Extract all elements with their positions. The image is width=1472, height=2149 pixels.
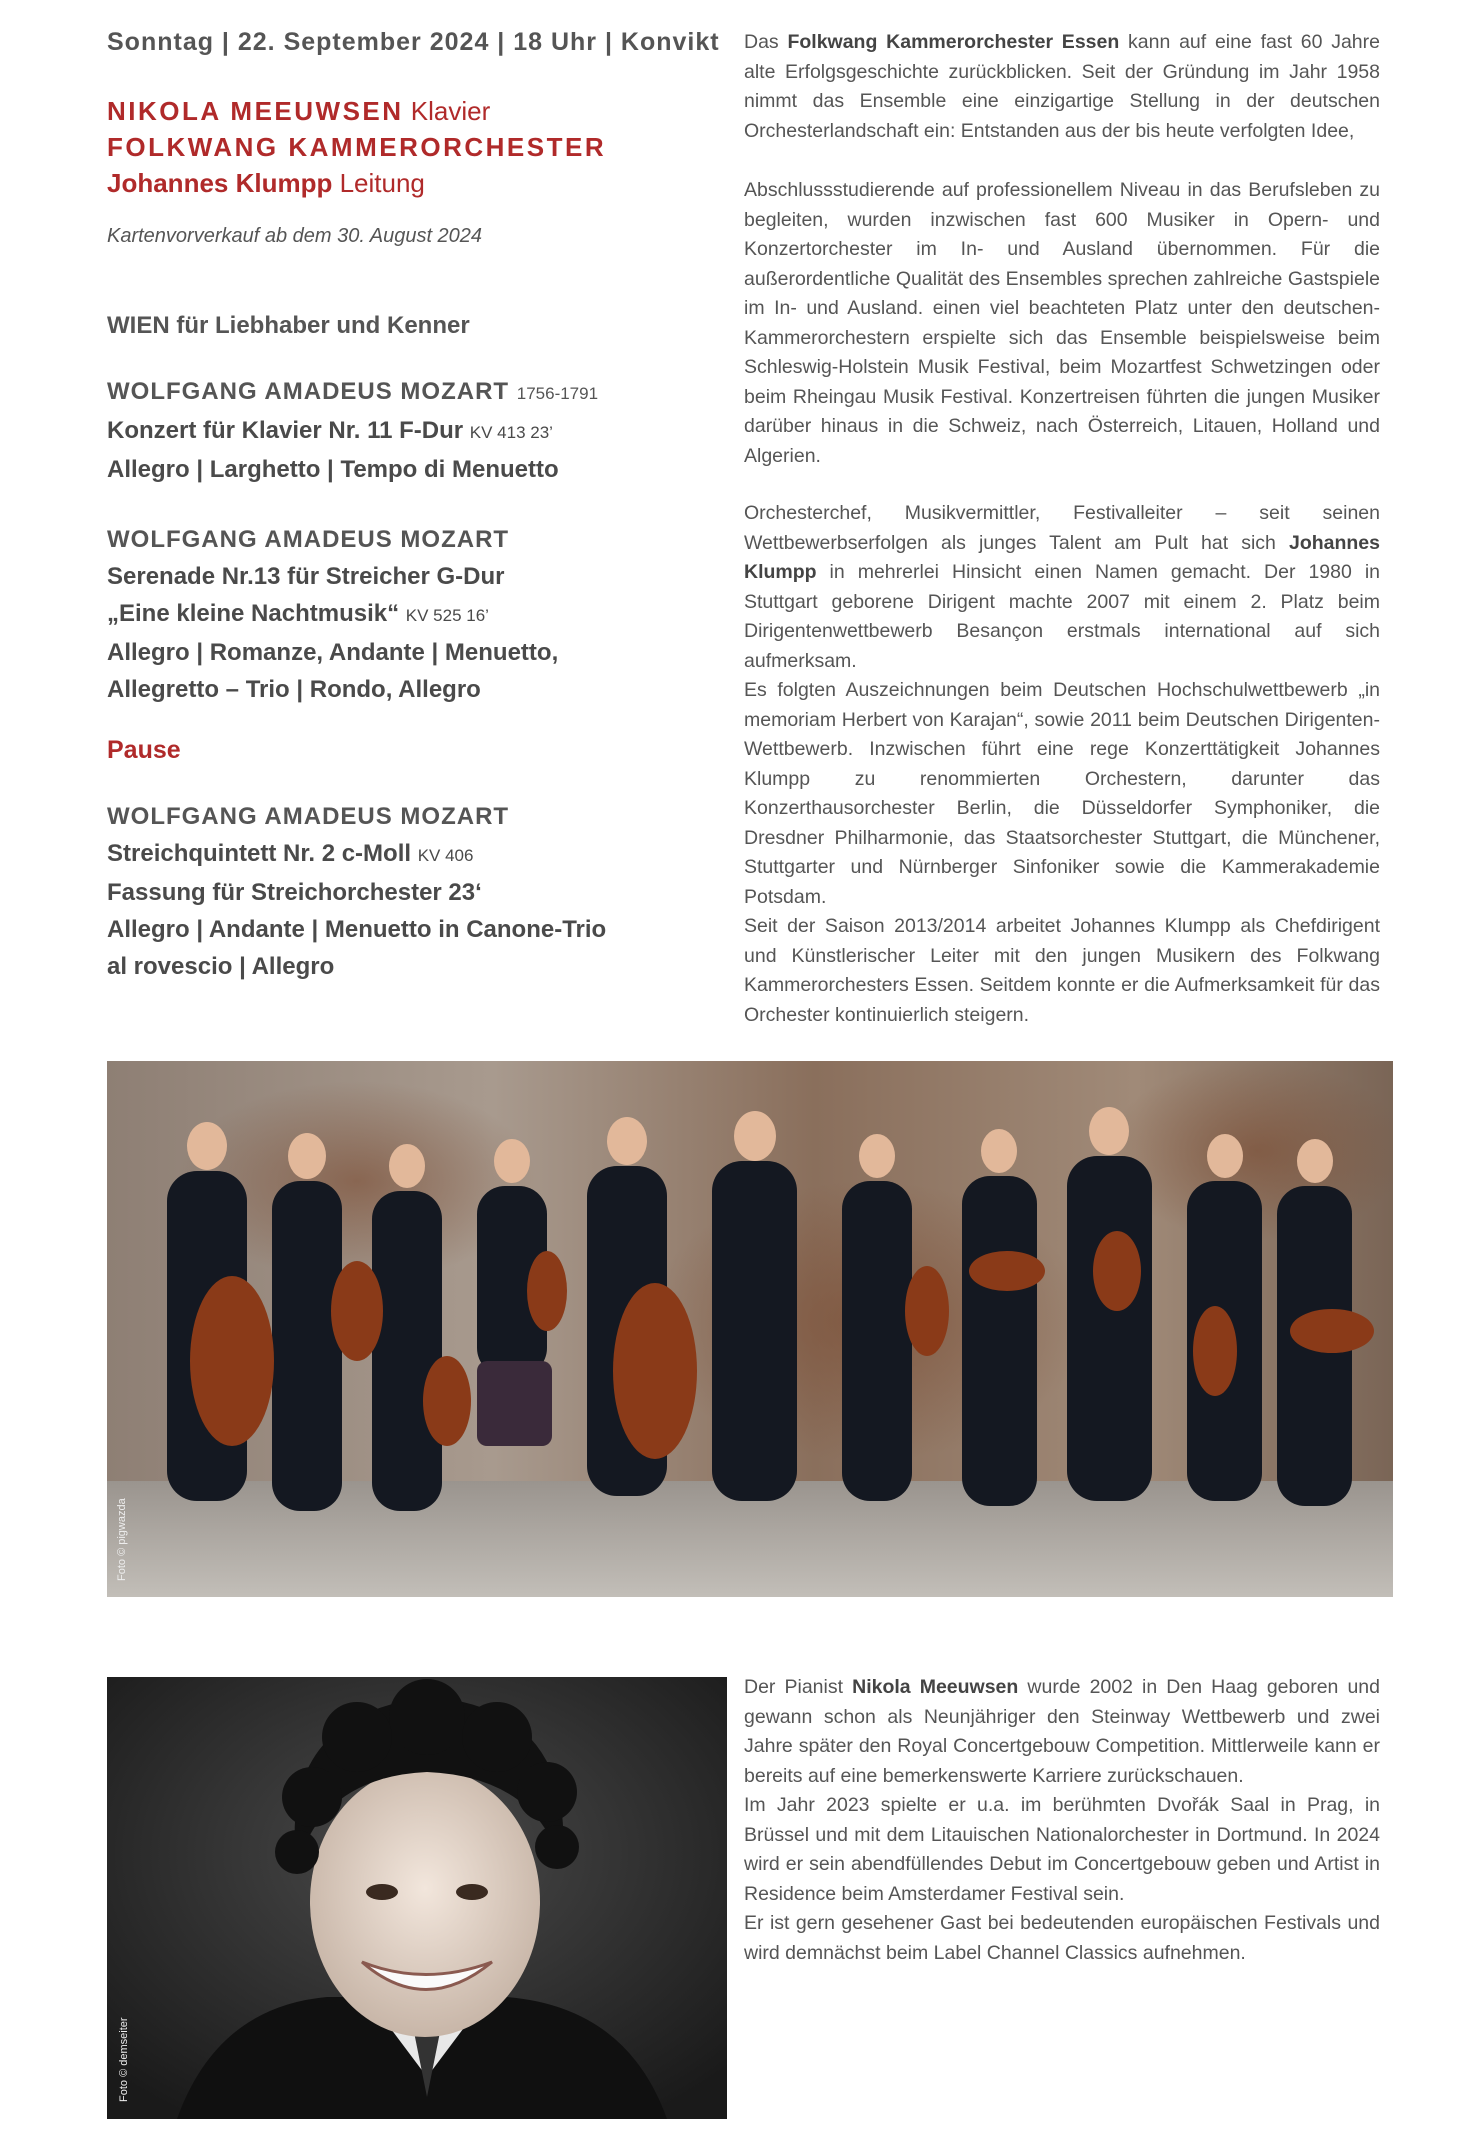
performers-list [107,93,727,201]
program-block-1 [107,374,727,488]
composer-name: WOLFGANG AMADEUS MOZART [107,803,510,830]
work-catalog: KV 525 16’ [405,606,489,625]
work-catalog: KV 413 23’ [469,423,553,442]
pianist-name: Nikola Meeuwsen [852,1676,1019,1698]
work-movements: Allegro | Andante | Menuetto in Canone-Trio [107,916,607,943]
performer-orchestra [107,129,727,165]
composer-years: 1756-1791 [516,384,599,403]
performer-name: FOLKWANG KAMMERORCHESTER [107,132,607,162]
pianist-photo-credit: Foto © demseiter [118,2017,130,2102]
program-column [107,28,727,985]
pianist-bio-paragraph: Im Jahr 2023 spielte er u.a. im berühmten Dvořák Saal in Prag, in Brüssel und mit dem Litauischen Nationalorchester in Dortmund. In 2024 wird er sein abendfüllendes Debut im Concertgebouw geben und Artist in Residence beim Amsterdamer Festival sein. [744,1794,1380,1905]
orchestra-photo [107,1061,1393,1597]
work-subtitle: „Eine kleine Nachtmusik“ [107,600,400,627]
conductor-bio-paragraph: Es folgten Auszeichnungen beim Deutschen Hochschulwettbewerb „in memoriam Herbert von Karajan“, sowie 2011 beim Deutschen Dirigenten-Wettbewerb. Inzwischen führt eine rege Konzerttätigkeit Johannes Klumpp zu renommierten Orchestern, darunter das Konzerthausorchester Berlin, die Düsseldorfer Symphoniker, die Dresdner Philharmonie, das Staatsorchester Stuttgart, die Münchener, Stuttgarter und Nürnberger Sinfoniker sowie die Kammerakademie Potsdam. [744,679,1380,908]
composer-heading [107,374,727,412]
event-date-line: Sonntag | 22. September 2024 | 18 Uhr | Konvikt [107,28,720,56]
program-block-2 [107,522,727,708]
orchestra-name: Folkwang Kammerorchester Essen [787,31,1120,53]
work-name: Serenade Nr.13 für Streicher G-Dur [107,563,505,590]
pianist-photo-image [107,1677,727,2119]
program-block-3 [107,799,727,985]
work-name: Streichquintett Nr. 2 c-Moll [107,840,412,867]
conductor-bio-paragraph: Seit der Saison 2013/2014 arbeitet Johannes Klumpp als Chefdirigent und Künstlerischer Leiter mit den jungen Musikern des Folkwang Kammerorchesters Essen. Seitdem konnte er die Aufmerksamkeit für das Orchester kontinuierlich steigern. [744,915,1380,1026]
pianist-bio-paragraph: Der Pianist Nikola Meeuwsen wurde 2002 in Den Haag geboren und gewann schon als Neunjähriger den Steinway Wettbewerb und zwei Jahre später den Royal Concertgebouw Competition. Mittlerweile kann er bereits auf eine bemerkenswerte Karriere zurückschauen. [744,1676,1380,1787]
composer-name: WOLFGANG AMADEUS MOZART [107,378,510,405]
pianist-bio [744,1673,1380,1968]
performer-role: Leitung [339,168,425,198]
pianist-photo [107,1677,727,2119]
work-catalog: KV 406 [417,846,474,865]
orchestra-bio [744,28,1380,1030]
work-title [107,835,727,874]
presale-note: Kartenvorverkauf ab dem 30. August 2024 [107,225,483,247]
conductor-bio-paragraph: Orchesterchef, Musikvermittler, Festivalleiter – seit seinen Wettbewerbserfolgen als junges Talent am Pult hat sich Johannes Klumpp in mehrerlei Hinsicht einen Namen gemacht. Der 1980 in Stuttgart geborene Dirigent machte 2007 mit einem 2. Platz beim Dirigentenwettbewerb Besançon erstmals international auf sich aufmerksam. [744,502,1380,672]
performer-name: NIKOLA MEEUWSEN [107,96,404,126]
work-movements: al rovescio | Allegro [107,953,335,980]
pause-label: Pause [107,736,181,764]
work-subtitle-line [107,595,727,634]
orchestra-bio-paragraph: Das Folkwang Kammerorchester Essen kann auf eine fast 60 Jahre alte Erfolgsgeschichte zurückblicken. Seit der Gründung im Jahr 1958 nimmt das Ensemble eine einzigartige Stellung in der deutschen Orchesterlandschaft ein: Entstanden aus der bis heute verfolgten Idee, [744,31,1380,142]
orchestra-bio-paragraph: Abschlussstudierende auf professionellem Niveau in das Berufsleben zu begleiten, wurden inzwischen fast 600 Musiker in Opern- und Konzertorchester im In- und Ausland übernommen. Für die außerordentliche Qualität des Ensembles sprechen zahlreiche Gastspiele im In- und Ausland. einen viel beachteten Platz unter den deutschen-Kammerorchestern erspielte sich das Ensemble beispielsweise beim Schleswig-Holstein Musik Festival, beim Mozartfest Schwetzingen oder beim Rheingau Musik Festival. Konzertreisen führten die jungen Musiker darüber hinaus in die Schweiz, nach Österreich, Litauen, Holland und Algerien. [744,179,1380,467]
work-movements: Allegro | Larghetto | Tempo di Menuetto [107,456,559,483]
program-title: WIEN für Liebhaber und Kenner [107,312,470,339]
performer-soloist [107,93,727,129]
work-name: Konzert für Klavier Nr. 11 F-Dur [107,417,464,444]
work-title [107,412,727,451]
conductor-name: Johannes Klumpp [744,531,1380,583]
composer-name: WOLFGANG AMADEUS MOZART [107,526,510,553]
work-movements: Allegretto – Trio | Rondo, Allegro [107,676,481,703]
pianist-bio-paragraph: Er ist gern gesehener Gast bei bedeutenden europäischen Festivals und wird demnächst beim Label Channel Classics aufnehmen. [744,1912,1380,1964]
performer-role: Klavier [410,96,491,126]
performer-name: Johannes Klumpp [107,168,333,198]
orchestra-photo-credit: Foto © pigwazda [116,1498,128,1581]
work-movements: Allegro | Romanze, Andante | Menuetto, [107,639,559,666]
performer-conductor [107,165,727,201]
work-version: Fassung für Streichorchester 23‘ [107,879,482,906]
orchestra-photo-image [107,1061,1393,1597]
